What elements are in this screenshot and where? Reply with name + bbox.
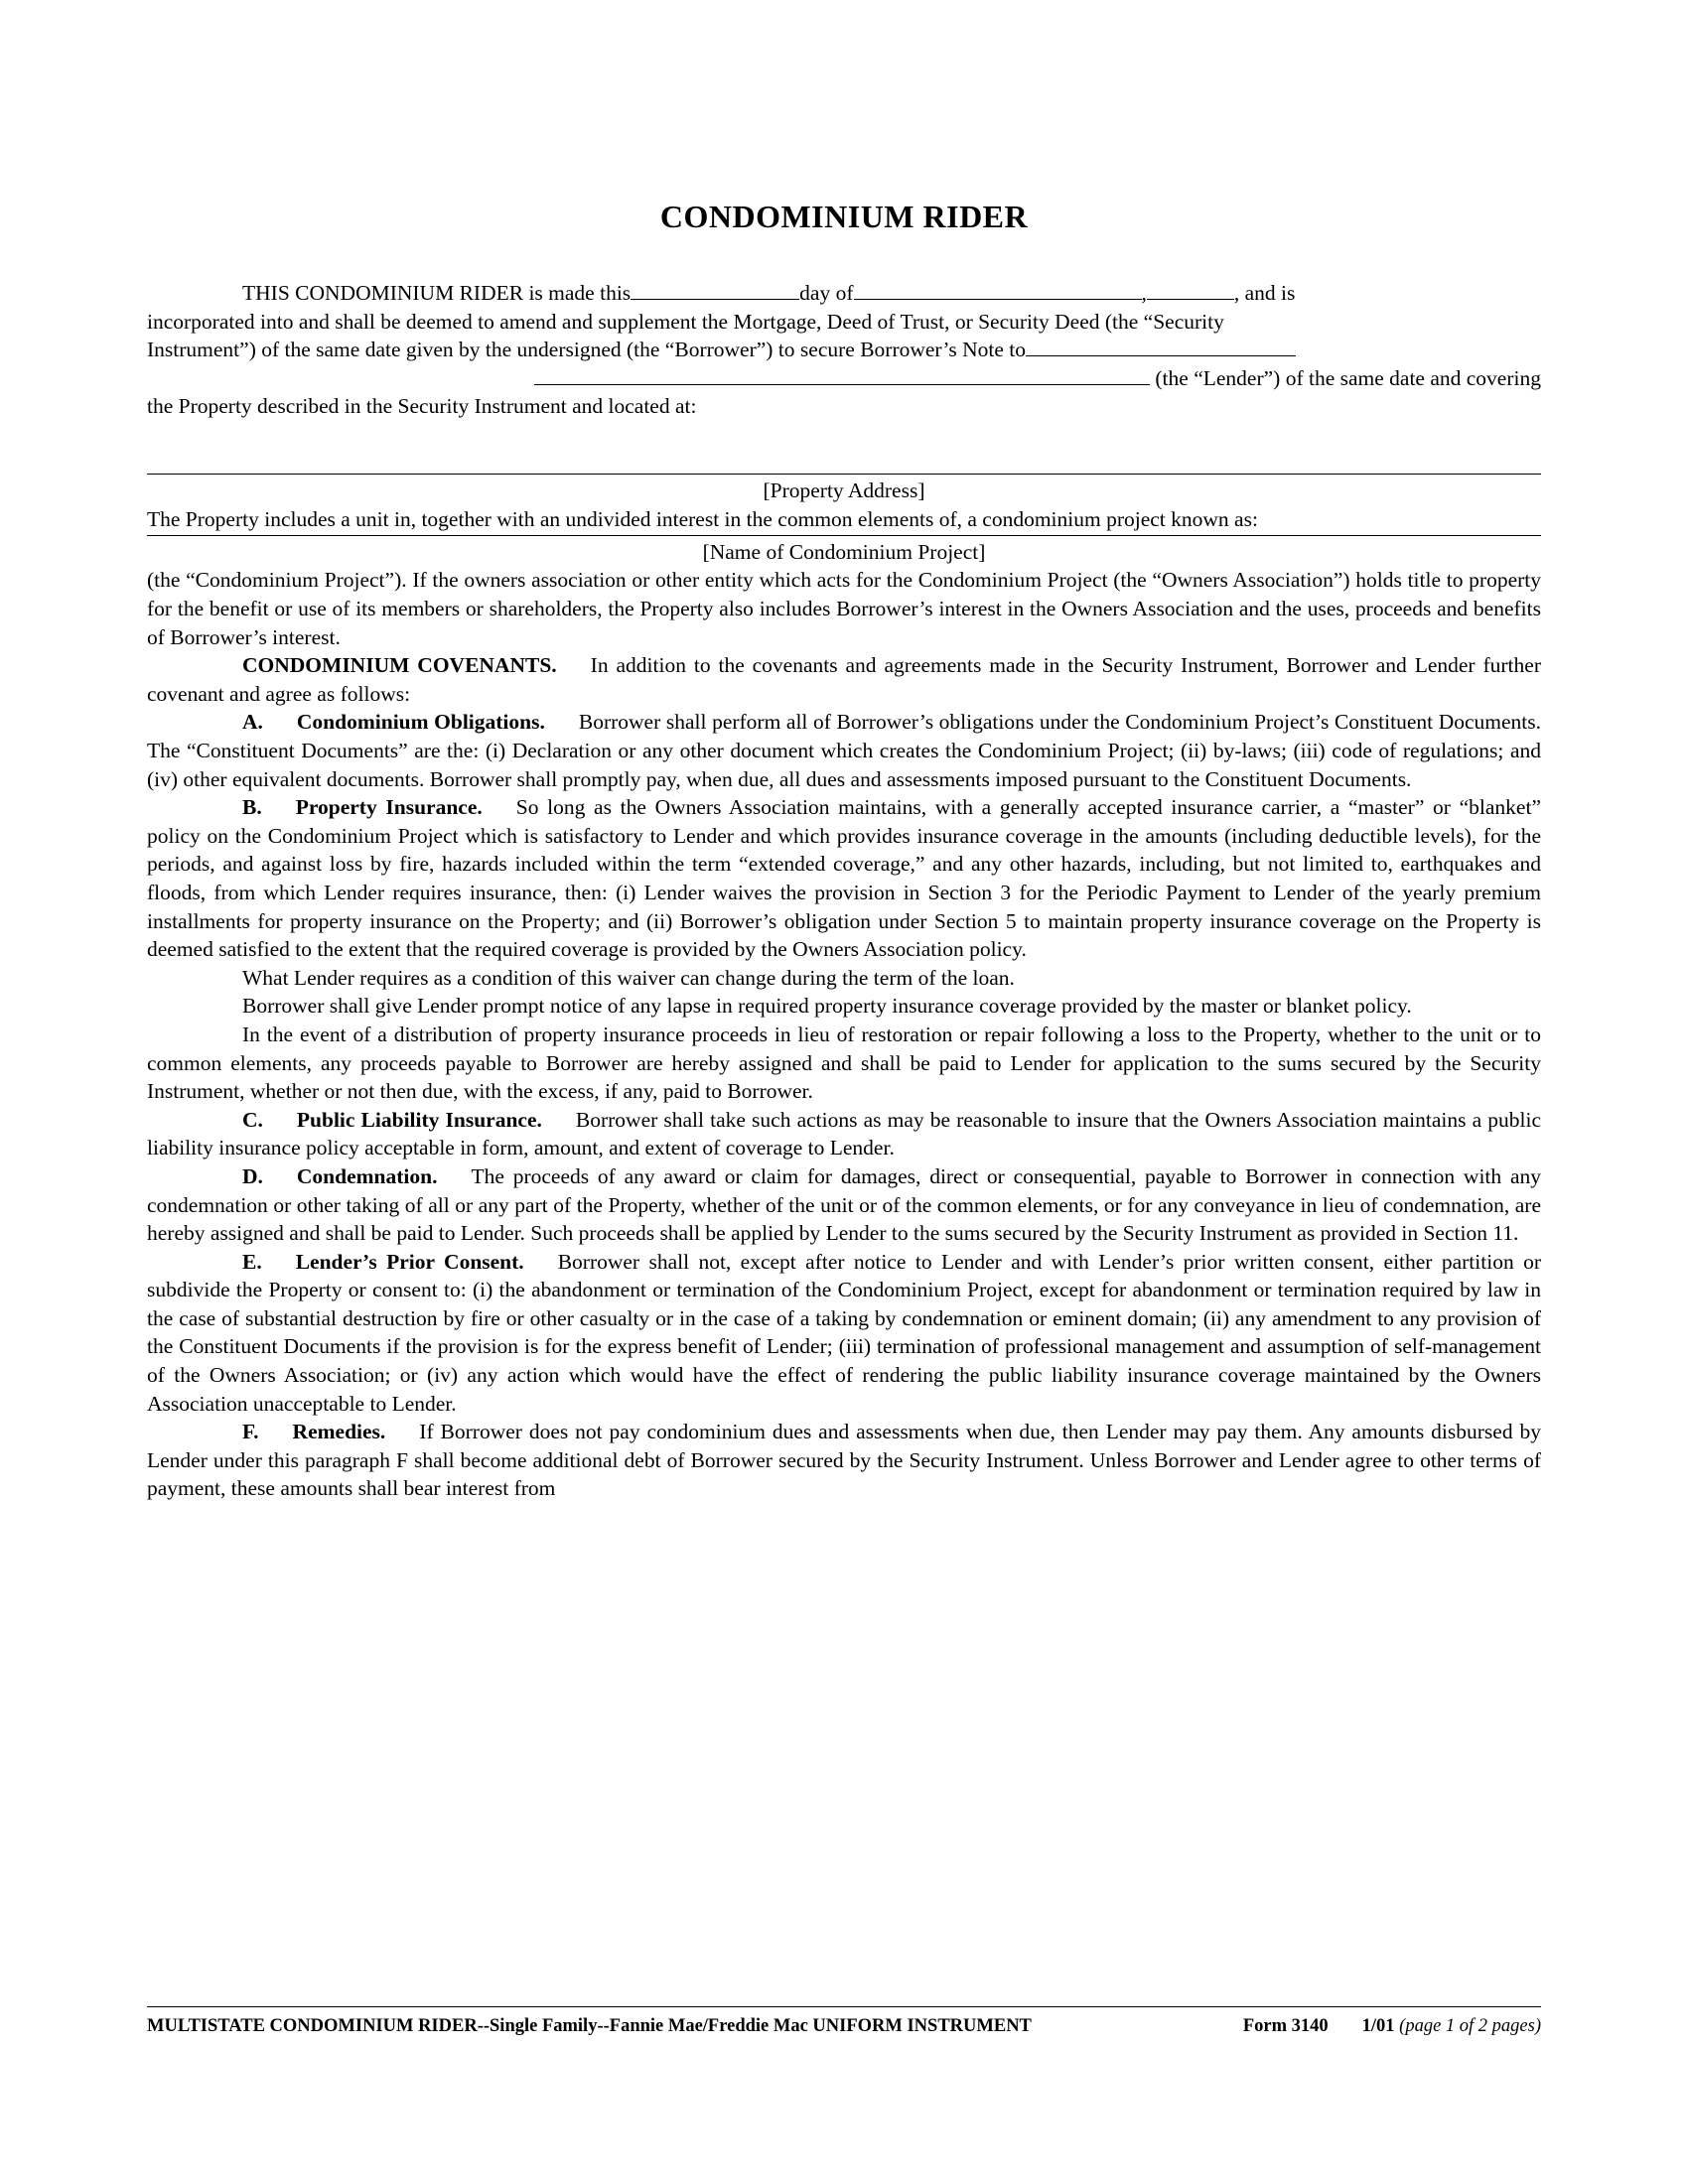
footer-form-version: 1/01 [1361,2016,1395,2036]
intro-line-3-text: Instrument”) of the same date given by the undersigned (the “Borrower”) to secure Borrower’s Note to [147,338,1026,362]
project-paragraph: (the “Condominium Project”). If the owners association or other entity which acts for the Condominium Project (the “Owners Association”) holds title to property for the benefit or use of its members or shareholders, the Property also includes Borrower’s interest in the Owners Association and the uses, proceeds and benefits of Borrower’s interest. [147,568,1541,649]
year-blank[interactable] [1147,299,1234,300]
section-c-letter: C. [242,1107,263,1132]
section-b-paragraph-2: What Lender requires as a condition of this waiver can change during the term of the loan. [242,965,1015,990]
property-address-rule[interactable] [147,473,1541,475]
section-d-letter: D. [242,1163,263,1188]
property-address-caption: [Property Address] [763,478,925,502]
footer-page-count: (page 1 of 2 pages) [1399,2016,1541,2036]
section-e-heading: Lender’s Prior Consent. [295,1249,524,1274]
section-b-letter: B. [242,795,262,820]
intro-line-2: incorporated into and shall be deemed to amend and supplement the Mortgage, Deed of Trust, or Security Deed (the “Security [147,309,1224,334]
section-c-heading: Public Liability Insurance. [296,1107,542,1132]
page-title: CONDOMINIUM RIDER [659,199,1029,234]
property-includes-paragraph: The Property includes a unit in, together with an undivided interest in the common elements of, a condominium project known as: [147,506,1258,531]
section-e [147,1248,1541,1419]
section-a-heading: Condominium Obligations. [296,710,545,735]
covenants-text: In addition to the covenants and agreements made in the Security Instrument, Borrower and Lender further covenant and agree as follows: [147,653,1541,706]
section-c-text: Borrower shall take such actions as may be reasonable to insure that the Owners Association maintains a public liability insurance policy acceptable in form, amount, and extent of coverage to Lender. [147,1107,1541,1160]
intro-lead: THIS CONDOMINIUM RIDER is made this [242,281,632,305]
section-f-text: If Borrower does not pay condominium dues and assessments when due, then Lender may pay them. Any amounts disbursed by Lender under this paragraph F shall become additional debt of Borrower secured by the Security Instrument. Unless Borrower and Lender agree to other terms of payment, these amounts shall bear interest from [147,1420,1541,1501]
page-footer [147,2006,1541,2037]
section-e-text: Borrower shall not, except after notice to Lender and with Lender’s prior written consent, either partition or subdivide the Property or consent to: (i) the abandonment or termination of the Condominium Project, except for abandonment or termination required by law in the case of substantial destruction by fire or other casualty or in the case of a taking by condemnation or eminent domain; (ii) any amendment to any provision of the Constituent Documents if the provision is for the express benefit of Lender; (iii) termination of professional management and assumption of self-management of the Owners Association; or (iv) any action which would have the effect of rendering the public liability insurance coverage maintained by the Owners Association unacceptable to Lender. [147,1249,1541,1416]
footer-form-number: Form 3140 [1242,2016,1329,2036]
intro-line-3 [147,336,1541,364]
intro-after-year: , and is [1233,281,1296,305]
project-name-caption: [Name of Condominium Project] [702,539,986,564]
section-b-paragraph-4: In the event of a distribution of property insurance proceeds in lieu of restoration or repair following a loss to the Property, whether to the unit or to common elements, any proceeds payable to Borrower are hereby assigned and shall be paid to Lender for application to the sums secured by the Security Instrument, whether or not then due, with the excess, if any, paid to Borrower. [147,1022,1541,1104]
intro-paragraph [147,279,1541,308]
intro-line-5: the Property described in the Security Instrument and located at: [147,394,697,419]
lender-name-blank[interactable] [534,384,1150,385]
lender-name-blank-inline[interactable] [1026,355,1296,356]
section-a-text: Borrower shall perform all of Borrower’s obligations under the Condominium Project’s Constituent Documents. The “Constituent Documents” are the: (i) Declaration or any other document which creates the Condominium Project; (ii) by-laws; (iii) code of regulations; and (iv) other equivalent documents. Borrower shall promptly pay, when due, all dues and assessments imposed pursuant to the Constituent Documents. [147,710,1541,791]
footer-form-title: MULTISTATE CONDOMINIUM RIDER--Single Family--Fannie Mae/Freddie Mac UNIFORM INSTRUMENT [147,2016,1032,2036]
footer-divider [147,2006,1541,2007]
section-b-paragraph-3: Borrower shall give Lender prompt notice of any lapse in required property insurance coverage provided by the master or blanket policy. [242,994,1412,1019]
intro-after-month: , [1141,281,1147,305]
section-e-letter: E. [242,1249,262,1274]
section-b-heading: Property Insurance. [295,795,483,820]
section-b [147,793,1541,964]
day-blank[interactable] [631,299,799,300]
intro-line-4-text: (the “Lender”) of the same date and covering [1155,365,1541,390]
section-c [147,1106,1541,1162]
section-f-letter: F. [242,1420,259,1444]
section-d-heading: Condemnation. [296,1163,438,1188]
covenants-heading: CONDOMINIUM COVENANTS. [242,653,557,678]
project-name-rule[interactable] [147,534,1541,536]
intro-after-day: day of [799,281,854,305]
section-d [147,1162,1541,1248]
section-a [147,708,1541,793]
footer-form-info [1243,2016,1541,2037]
intro-line-4 [147,364,1541,393]
month-blank[interactable] [854,299,1142,300]
section-d-text: The proceeds of any award or claim for damages, direct or consequential, payable to Borrower in connection with any condemnation or other taking of all or any part of the Property, whether of the unit or of the common elements, or for any conveyance in lieu of condemnation, are hereby assigned and shall be paid to Lender. Such proceeds shall be applied by Lender to the sums secured by the Security Instrument as provided in Section 11. [147,1163,1541,1246]
covenants-paragraph [147,651,1541,708]
section-a-letter: A. [242,710,263,735]
section-f [147,1418,1541,1503]
section-f-heading: Remedies. [292,1420,386,1444]
section-b-text: So long as the Owners Association maintains, with a generally accepted insurance carrier, a “master” or “blanket” policy on the Condominium Project which is satisfactory to Lender and which provides insurance coverage in the amounts (including deductible levels), for the periods, and against loss by fire, hazards included within the term “extended coverage,” and any other hazards, including, but not limited to, earthquakes and floods, from which Lender requires insurance, then: (i) Lender waives the provision in Section 3 for the Periodic Payment to Lender of the yearly premium installments for property insurance on the Property; and (ii) Borrower’s obligation under Section 5 to maintain property insurance coverage on the Property is deemed satisfied to the extent that the required coverage is provided by the Owners Association policy. [147,795,1541,962]
